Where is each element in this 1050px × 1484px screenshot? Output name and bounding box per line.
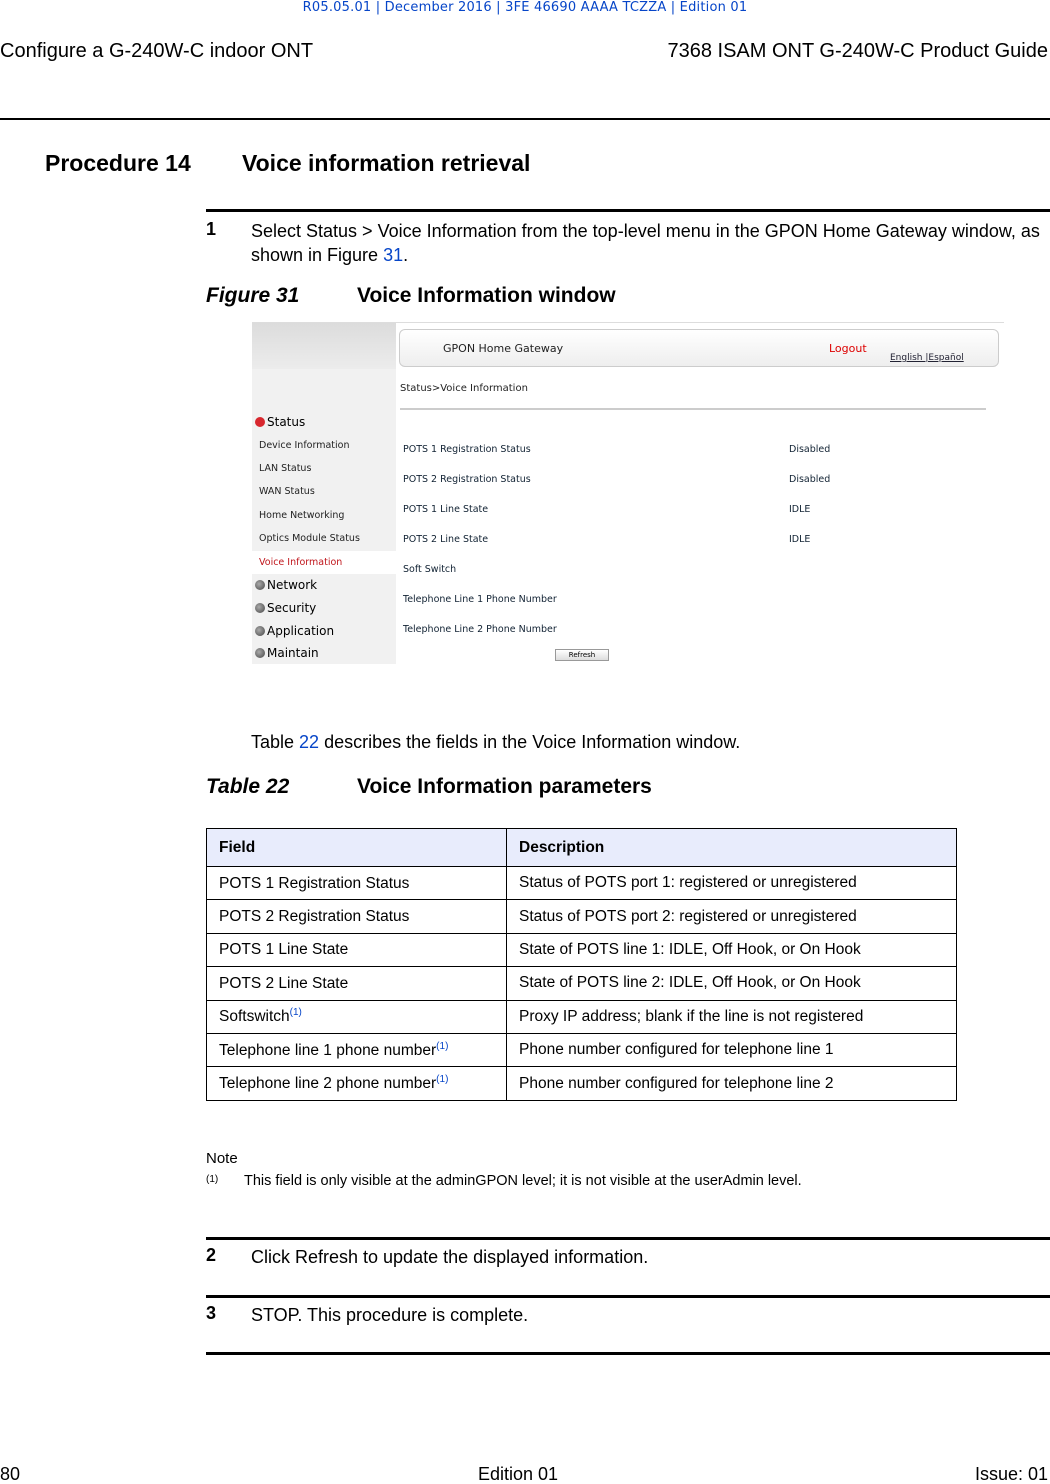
field-name: POTS 2 Line State [219,974,349,992]
collapse-icon [255,417,265,427]
sidebar-network-label: Network [267,578,318,592]
row-label: POTS 2 Line State [403,534,489,545]
step-1-text-end: . [403,245,409,265]
figure-caption [206,284,616,308]
procedure-title [45,150,530,177]
language-switch[interactable]: English |Español [890,353,964,363]
field-name: POTS 2 Registration Status [219,908,410,926]
sidebar-header [252,323,396,369]
sidebar-item-lan-status[interactable]: LAN Status [259,463,312,474]
field-cell [207,867,507,900]
table-title: Voice Information parameters [357,775,652,798]
note-text: This field is only visible at the adminGPON level; it is not visible at the userAdmin level. [244,1173,802,1189]
sidebar-application[interactable] [255,624,334,638]
table-intro-paragraph [251,732,740,753]
description-cell: State of POTS line 1: IDLE, Off Hook, or On Hook [507,933,957,966]
voice-information-screenshot [252,322,1004,664]
description-cell: Phone number configured for telephone line 1 [507,1033,957,1066]
row-value: Disabled [789,444,831,455]
table-row [207,867,957,900]
row-label: POTS 1 Line State [403,504,489,515]
sidebar-status[interactable] [255,415,305,429]
sidebar-item-voice-information[interactable]: Voice Information [252,551,396,574]
row-label: Telephone Line 1 Phone Number [403,594,557,605]
step-rule [206,1352,1050,1355]
table-row [207,1067,957,1100]
figure-title: Voice Information window [357,284,616,307]
table-row [207,900,957,933]
row-value: Disabled [789,474,831,485]
header-rule [0,118,1050,120]
field-cell [207,1000,507,1033]
breadcrumb-rule [400,408,986,410]
document-banner: R05.05.01 | December 2016 | 3FE 46690 AAAA TCZZA | Edition 01 [302,0,748,15]
refresh-button[interactable]: Refresh [555,649,609,661]
description-cell: Status of POTS port 1: registered or unregistered [507,867,957,900]
step-rule [206,1237,1050,1240]
voice-parameters-table [206,828,957,1101]
gateway-topbar [399,329,999,367]
row-label: Soft Switch [403,564,457,575]
para-text: describes the fields in the Voice Information window. [319,732,741,752]
expand-icon [255,648,265,658]
step-2-text: Click Refresh to update the displayed information. [251,1247,649,1267]
table-label: Table 22 [206,775,290,798]
field-cell [207,900,507,933]
page-number: 80 [0,1464,21,1484]
footnote-marker[interactable]: (1) [289,1007,302,1019]
field-name: POTS 1 Line State [219,941,349,959]
step-rule [206,209,1050,212]
note-heading: Note [206,1150,238,1167]
column-header-field: Field [207,829,507,867]
sidebar-security[interactable] [255,601,316,615]
footer-edition: Edition 01 [478,1464,559,1484]
sidebar-item-wan-status[interactable]: WAN Status [259,486,315,497]
footer-issue: Issue: 01 [974,1464,1048,1484]
sidebar-item-home-networking[interactable]: Home Networking [259,510,345,521]
step-1-text [251,219,1041,267]
row-label: POTS 2 Registration Status [403,474,531,485]
sidebar-security-label: Security [267,601,317,615]
sidebar-maintain-label: Maintain [267,646,319,660]
field-name: Telephone line 1 phone number [219,1041,437,1059]
table-row [207,1000,957,1033]
note-footnote-mark: (1) [206,1174,219,1185]
expand-icon [255,626,265,636]
description-cell: Proxy IP address; blank if the line is not registered [507,1000,957,1033]
sidebar-item-optics-module-status[interactable]: Optics Module Status [259,533,360,544]
description-cell: State of POTS line 2: IDLE, Off Hook, or On Hook [507,967,957,1000]
sidebar-item-device-information[interactable]: Device Information [259,440,350,451]
row-value: IDLE [789,534,811,545]
field-cell [207,933,507,966]
step-number: 1 [206,219,217,239]
field-name: Softswitch [219,1008,290,1026]
footnote-marker[interactable]: (1) [436,1074,449,1086]
table-row [207,933,957,966]
row-value: IDLE [789,504,811,515]
row-label: Telephone Line 2 Phone Number [403,624,557,635]
field-name: POTS 1 Registration Status [219,874,410,892]
table-caption [206,775,652,799]
expand-icon [255,603,265,613]
sidebar-network[interactable] [255,578,317,592]
figure-label: Figure 31 [206,284,300,307]
step-rule [206,1295,1050,1298]
para-prefix: Table [251,732,300,752]
footnote-marker[interactable]: (1) [436,1040,449,1052]
field-cell [207,1067,507,1100]
column-header-description: Description [507,829,957,867]
breadcrumb: Status>Voice Information [400,383,528,394]
description-cell: Phone number configured for telephone line 2 [507,1067,957,1100]
procedure-name: Voice information retrieval [242,150,531,176]
description-cell: Status of POTS port 2: registered or unregistered [507,900,957,933]
step-3-text: STOP. This procedure is complete. [251,1305,529,1325]
step-number: 3 [206,1303,217,1323]
table-row [207,967,957,1000]
sidebar-status-label: Status [267,415,306,429]
sidebar-application-label: Application [267,624,335,638]
field-name: Telephone line 2 phone number [219,1075,437,1093]
logout-link[interactable]: Logout [829,342,867,355]
table-row [207,1033,957,1066]
sidebar-maintain[interactable] [255,646,319,660]
expand-icon [255,580,265,590]
table-header-row [207,829,957,867]
gateway-title: GPON Home Gateway [443,342,564,355]
procedure-number: Procedure 14 [45,150,191,176]
sidebar-menu [252,323,396,664]
header-guide-title: 7368 ISAM ONT G-240W-C Product Guide [667,40,1048,62]
field-cell [207,1033,507,1066]
table-22-link[interactable]: 22 [299,732,320,752]
field-cell [207,967,507,1000]
figure-31-link[interactable]: 31 [383,245,404,265]
header-chapter: Configure a G-240W-C indoor ONT [0,40,314,62]
row-label: POTS 1 Registration Status [403,444,531,455]
step-number: 2 [206,1245,217,1265]
step-1-text-body: Select Status > Voice Information from the top-level menu in the GPON Home Gateway window, as shown in Figure [251,221,1040,265]
